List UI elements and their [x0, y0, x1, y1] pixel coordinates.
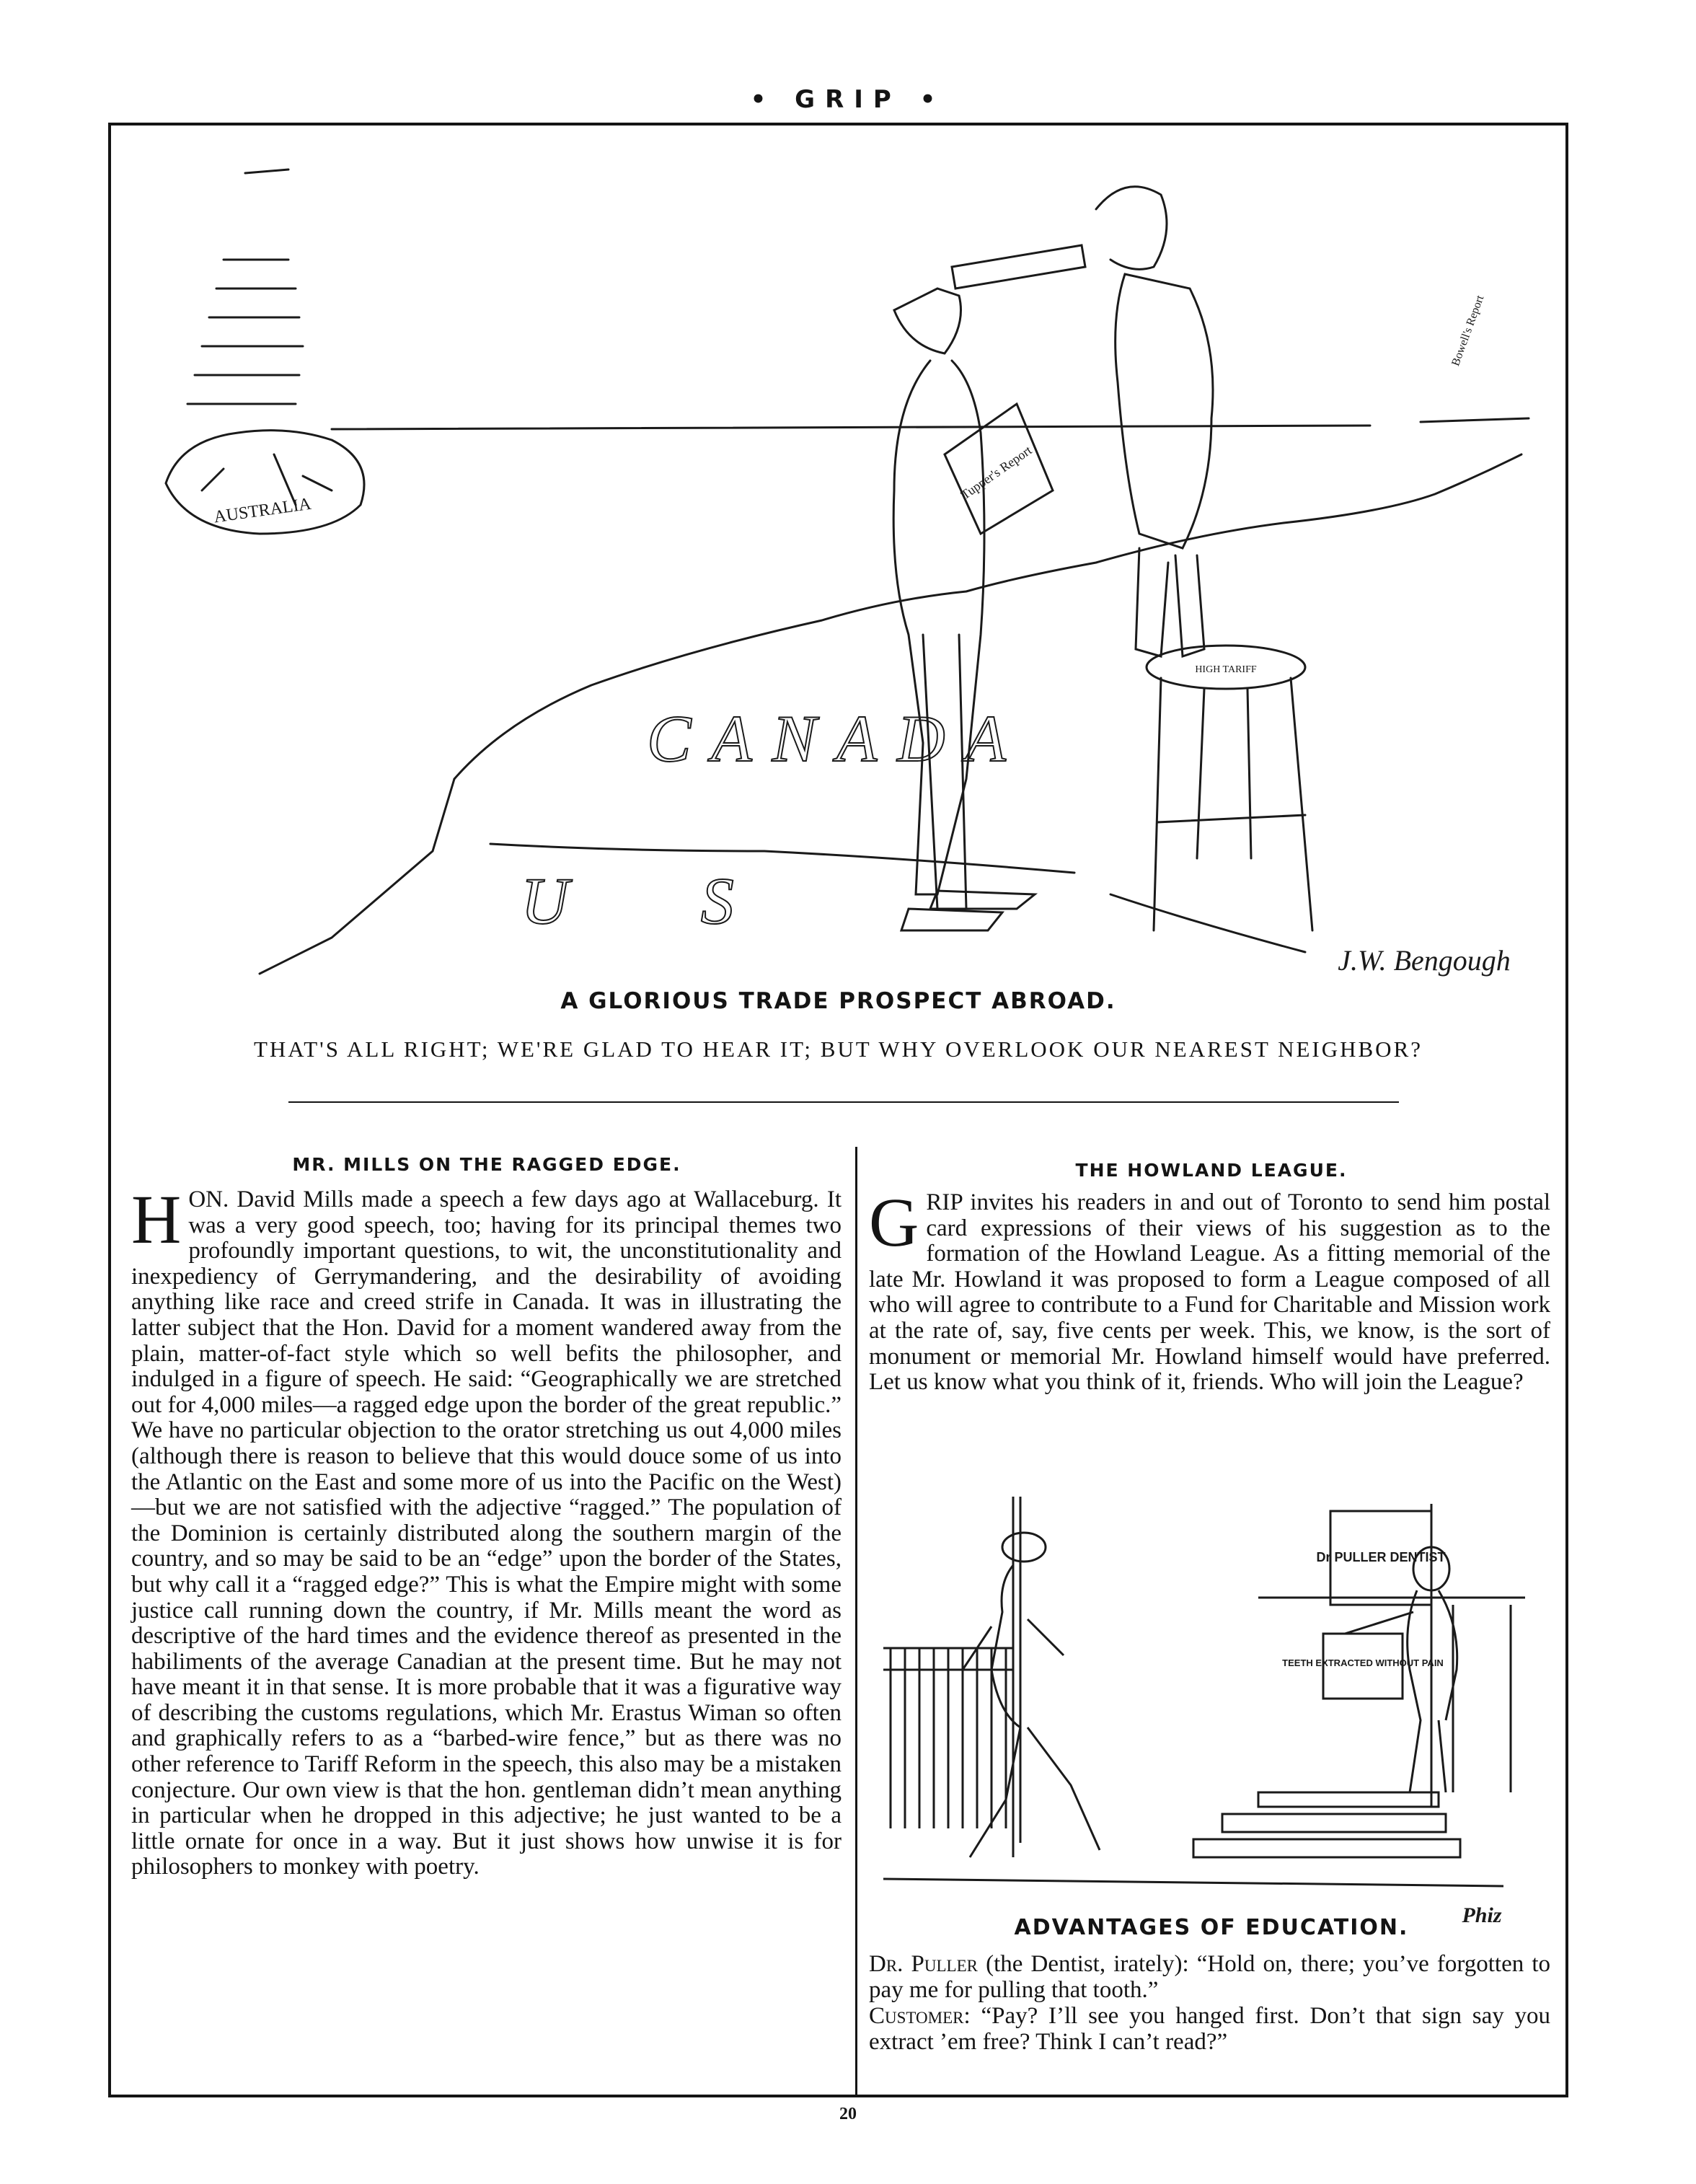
island-label: AUSTRALIA	[212, 494, 313, 527]
left-dropcap: H	[131, 1181, 182, 1258]
column-divider	[855, 1147, 857, 2096]
left-column-body	[131, 1181, 842, 1880]
customer-line: : “Pay? I’ll see you hanged first. Don’t that sign say you extract ’em free? Think I can’t read?”	[869, 2003, 1550, 2055]
dentist-cartoon	[883, 1482, 1536, 1937]
page-number: 20	[839, 2105, 857, 2123]
right-column-body	[869, 1184, 1550, 1396]
speaker-customer: Customer	[869, 2003, 964, 2029]
cartoon-subtitle: THAT'S ALL RIGHT; WE'RE GLAD TO HEAR IT; BUT WHY OVERLOOK OUR NEAREST NEIGHBOR?	[253, 1036, 1423, 1062]
left-column-title: MR. MILLS ON THE RAGGED EDGE.	[292, 1154, 681, 1175]
cartoon-signature: J.W. Bengough	[1338, 944, 1511, 977]
right-body-text: RIP invites his readers in and out of Toronto to send him postal card expressions of their views of his suggestion as to the formation of the Howland League. As a fitting memorial of the late Mr. Howland it was proposed to form a League composed of all who will agree to contribute to a Fund for Charitable and Mission work at the rate of, say, five cents per week. This, we know, is the sort of monument or memorial Mr. Howland himself would have preferred. Let us know what you think of it, friends. Who will join the League?	[869, 1189, 1550, 1396]
left-body-text: ON. David Mills made a speech a few days ago at Wallaceburg. It was a very good speech, too; having for its principal themes two profoundly important questions, to wit, the unconstitutionality and inexpediency of Gerrymandering, and the desirability of avoiding anything like race and creed strife in Canada. It was in illustrating the latter subject that the Hon. David for a moment wandered away from the plain, matter-of-fact style which so well befits the philosopher, and indulged in a figure of speech. He said: “Geographically we are stretched out for 4,000 miles—a ragged edge upon the border of the great republic.” We have no particular objection to the orator stretching us out 4,000 miles (although there is reason to believe that this would douce some of us into the Atlantic on the East and some more of us into the Pacific on the West)—but we are not satisfied with the adjective “ragged.” The population of the Dominion is certainly distributed along the southern margin of the country, and so may be said to be an “edge” upon the border of the States, but why call it a “ragged edge?” This is what the Empire might with some justice call running down the country, if Mr. Mills meant the word as descriptive of the hard times and the evidence thereof as presented in the habiliments of the average Canadian at the present time. But he may not have meant it in that sense. It is more probable that it was a figurative way of describing the customs regulations, which Mr. Erastus Wiman so often and graphically refers to as a “barbed-wire fence,” but as there was no other reference to Tariff Reform in the speech, this also may be a mistaken conjecture. Our own view is that the hon. gentleman didn’t mean anything in particular when he dropped in this adjective; he just wanted to be a little ornate for once in a way. But it just shows how unwise it is for philosophers to monkey with poetry.	[131, 1186, 842, 1880]
door-sign: Dr PULLER DENTIST	[1316, 1550, 1446, 1564]
stool-label: HIGH TARIFF	[1195, 664, 1257, 675]
dentist-line: (the Dentist, irately): “Hold on, there; you’ve forgotten to pay me for pulling that tooth.”	[869, 1951, 1551, 2003]
cartoon-title: A GLORIOUS TRADE PROSPECT ABROAD.	[560, 988, 1116, 1014]
section-rule	[288, 1101, 1399, 1103]
main-cartoon	[115, 130, 1561, 1003]
window-sign: TEETH EXTRACTED WITHOUT PAIN	[1282, 1657, 1444, 1668]
right-column-title: THE HOWLAND LEAGUE.	[1075, 1160, 1348, 1181]
us-label: U S	[521, 864, 792, 938]
pocket-label: Bowell's Report	[1449, 294, 1487, 368]
dentist-cartoon-signature: Phiz	[1462, 1903, 1502, 1927]
speaker-dentist: Dr. Puller	[869, 1951, 978, 1977]
dentist-cartoon-title: ADVANTAGES OF EDUCATION.	[1014, 1915, 1409, 1940]
dentist-dialogue	[869, 1951, 1550, 2055]
right-dropcap: G	[869, 1184, 919, 1261]
book-label: Tupper's Report	[958, 442, 1035, 503]
canada-label: CANADA	[647, 702, 1026, 775]
masthead: • GRIP •	[750, 85, 946, 114]
